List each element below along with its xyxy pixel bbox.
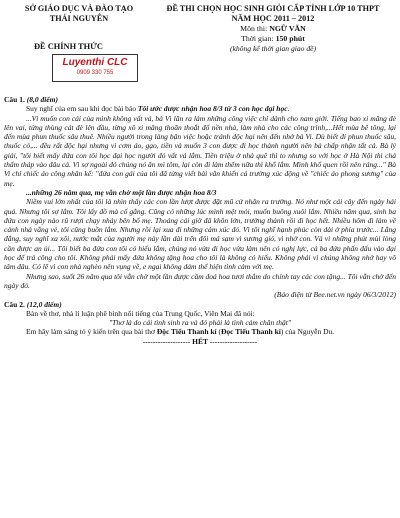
exam-header [150, 4, 396, 54]
department-line-1: SỞ GIÁO DỤC VÀ ĐÀO TẠO [24, 4, 134, 13]
article-paragraph-2: Niềm vui lớn nhất của tôi là nhìn thấy các con lần lượt được đặt mũ cử nhân ra trường. Nó như một cái cây đến ngày hái quả. Nhưng tôi sợ lắm. Tôi lấy đồ mà cố gắng. Cũng có những lúc mình mệt mỏi, muốn buông xuôi lắm. Nhiều năm qua, sinh ba đứa con ngày nào rũ rượi chạy nhảy bên bố mẹ. Thoáng cái giờ đã khôn lớn, trưởng thành rồi đi học hết. Nhiều hôm đi làm về cảnh nhà vắng vẻ, tôi cũng buồn lắm. Nhưng rồi lại xua đi những cảm xúc đó. Vì tôi nghĩ hạnh phúc còn dài ở phía trước... Lẳng đẳng, suy nghĩ xa xôi, nước mắt của người mẹ này lần dài trên đôi má sạm vì sương gió, vì nhớ con. Và vì những phút mùi lòng cần được an ủi... Tôi biết ba đứa con tôi có hiếu lắm, chúng nó vừa đi học vừa làm nên có nghị lực, cả ba đứa phấn đấu vào đại học để trả công cho tôi. Không phải mấy đứa không tặng hoa cho tôi là không có hiếu. Không phải vì chúng không nhớ hay vô tâm đâu. Có lẽ vì con nhà nghèo nên vụng về, e ngại không dám thể hiện tình cảm với mẹ. [4, 197, 396, 272]
article-paragraph-1: ...Vì muốn con cái của mình không vất vả, bà Vì lăn ra làm những công việc chỉ dành cho nam giới. Tiếng bao xi măng đè lên vai, từng thùng cát đè lên đầu, từng xô xi măng thoăn thoắt đổ nền nhà, làm nhà cho các công trình,...Hết mùa bê tông, lại đến mùa phun thuốc sâu thuê. Nhiều người trong làng bận việc hoặc tránh độc hại nên đến nhờ bà Vi. Dù biết đi phun thuốc sâu, thuốc cỏ,... đều rất độc hại nhưng vì cơm áo, gạo, tiền và muốn 3 con được đi học thành người nên bà chấp nhận tất cả. Bà lý giải, "tôi biết mấy đứa con tôi học đại học người đó vất vả lắm. Tiền triệu ở nhà quê thì to nhưng so với học ở Hà Nội thì chả thấm tháp vào đâu cả. Vì sợ ngoài đó chúng nó ăn mì tôm, lại còn đi làm thêm nữa thì khổ lắm. Mình khổ quen rồi nên ráng..." Bà Vi chỉ chiếc áo công nhân kể: "đứa con gái của tôi đã từng viết bài văn khiến cả trường xúc động về "chiếc áo phong sương" của mẹ. [4, 113, 396, 188]
task-text: Em hãy làm sáng tỏ ý kiến trên qua bài thơ [26, 327, 157, 337]
article-paragraph-3: Nhưng sao, suốt 26 năm qua tôi vẫn chờ một lần được cầm đoá hoa tươi thắm do chính tay các con tặng... Tôi vẫn chờ đến ngày đó. [4, 271, 396, 290]
question-1-heading [4, 95, 396, 104]
question-2-points: (12,0 điểm) [26, 299, 62, 309]
end-mark: ------------------- HẾT ------------------- [142, 336, 258, 346]
question-2-task: Em hãy làm sáng tỏ ý kiến trên qua bài thơ Độc Tiểu Thanh kí (Đọc Tiểu Thanh kí) của Nguyễn Du. [26, 327, 335, 337]
question-1-intro [4, 104, 396, 113]
task-end: của Nguyễn Du. [283, 327, 335, 337]
poem-title: Độc Tiểu Thanh kí [156, 327, 217, 337]
stamp-phone: 0909 330 755 [76, 70, 114, 76]
exam-body [4, 95, 396, 346]
time-value: 150 phút [275, 34, 305, 43]
school-year: NĂM HỌC 2011 – 2012 [231, 14, 315, 23]
department-header [4, 4, 154, 24]
subject-label: Môn thi: [240, 24, 268, 33]
intro-end: . [287, 104, 290, 114]
poem-title-alt: Đọc Tiểu Thanh kí [221, 327, 281, 337]
question-2-quote: "Thơ là do cái tình sinh ra và đó phải là tình cảm chân thật" [109, 318, 291, 328]
time-line [150, 34, 396, 44]
question-2-heading [4, 300, 396, 309]
subject-line [150, 24, 396, 34]
question-2-line: Bàn về thơ, nhà lí luận phê bình nổi tiếng của Trung Quốc, Viên Mai đã nói: [26, 308, 255, 318]
subject-value: NGỮ VĂN [269, 24, 306, 33]
question-1-label: Câu 1. [4, 95, 25, 104]
intro-text: Suy nghĩ của em sau khi đọc bài báo [26, 104, 138, 114]
exam-title: ĐỀ THI CHỌN HỌC SINH GIỎI CẤP TỈNH LỚP 10 THPT [166, 4, 380, 13]
time-note: (không kể thời gian giao đề) [229, 44, 317, 53]
article-source: (Báo điện tử Bee.net.vn ngày 06/3/2012) [274, 290, 396, 300]
article-subheading: ...những 26 năm qua, mẹ vẫn chờ một lần được nhận hoa 8/3 [26, 187, 217, 197]
question-1-points: (8,0 điểm) [26, 95, 58, 104]
article-title: Tôi ước được nhận hoa 8/3 từ 3 con học đại học [137, 104, 288, 114]
time-label: Thời gian: [241, 34, 274, 43]
question-2-label: Câu 2. [4, 299, 25, 309]
department-line-2: THÁI NGUYÊN [49, 14, 109, 23]
logo-stamp [52, 54, 138, 82]
stamp-brand: Luyenthi CLC [62, 57, 128, 68]
official-label: ĐỀ CHÍNH THỨC [34, 42, 103, 51]
